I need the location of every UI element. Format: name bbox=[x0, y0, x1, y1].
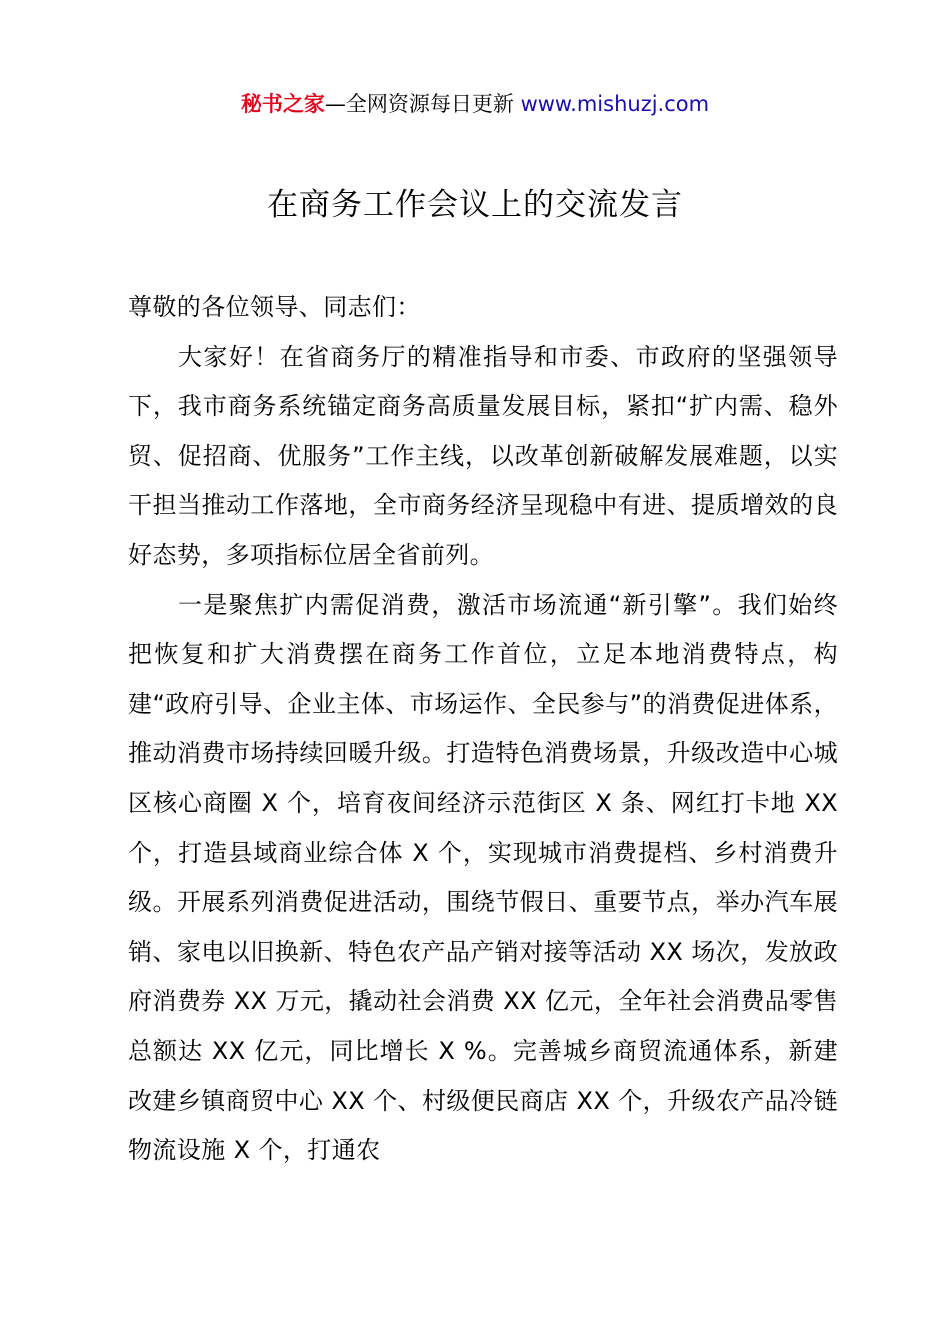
site-header bbox=[0, 88, 950, 120]
site-url-link[interactable]: www.mishuzj.com bbox=[520, 92, 710, 116]
paragraph-opening: 大家好！在省商务厅的精准指导和市委、市政府的坚强领导下，我市商务系统锚定商务高质量发展目标，紧扣“扩内需、稳外贸、促招商、优服务”工作主线，以改革创新破解发展难题，以实干担当推动工作落地，全市商务经济呈现稳中有进、提质增效的良好态势，多项指标位居全省前列。 bbox=[128, 342, 838, 569]
site-brand: 秘书之家 bbox=[240, 92, 325, 116]
site-tagline: —全网资源每日更新 bbox=[324, 92, 521, 116]
paragraph-section-one: 一是聚焦扩内需促消费，激活市场流通“新引擎”。我们始终把恢复和扩大消费摆在商务工作首位，立足本地消费特点，构建“政府引导、企业主体、市场运作、全民参与”的消费促进体系，推动消费市场持续回暖升级。打造特色消费场景，升级改造中心城区核心商圈 X 个，培育夜间经济示范街区 X 条、网红打卡地 XX 个，打造县域商业综合体 X 个，实现城市消费提档、乡村消费升级。开展系列消费促进活动，围绕节假日、重要节点，举办汽车展销、家电以旧换新、特色农产品产销对接等活动 XX 场次，发放政府消费券 XX 万元，撬动社会消费 XX 亿元，全年社会消费品零售总额达 XX 亿元，同比增长 X %。完善城乡商贸流通体系，新建改建乡镇商贸中心 XX 个、村级便民商店 XX 个，升级农产品冷链物流设施 X 个，打通农 bbox=[128, 590, 838, 1165]
document-body bbox=[128, 283, 838, 1176]
document-title: 在商务工作会议上的交流发言 bbox=[267, 187, 683, 223]
salutation: 尊敬的各位领导、同志们： bbox=[128, 293, 421, 321]
